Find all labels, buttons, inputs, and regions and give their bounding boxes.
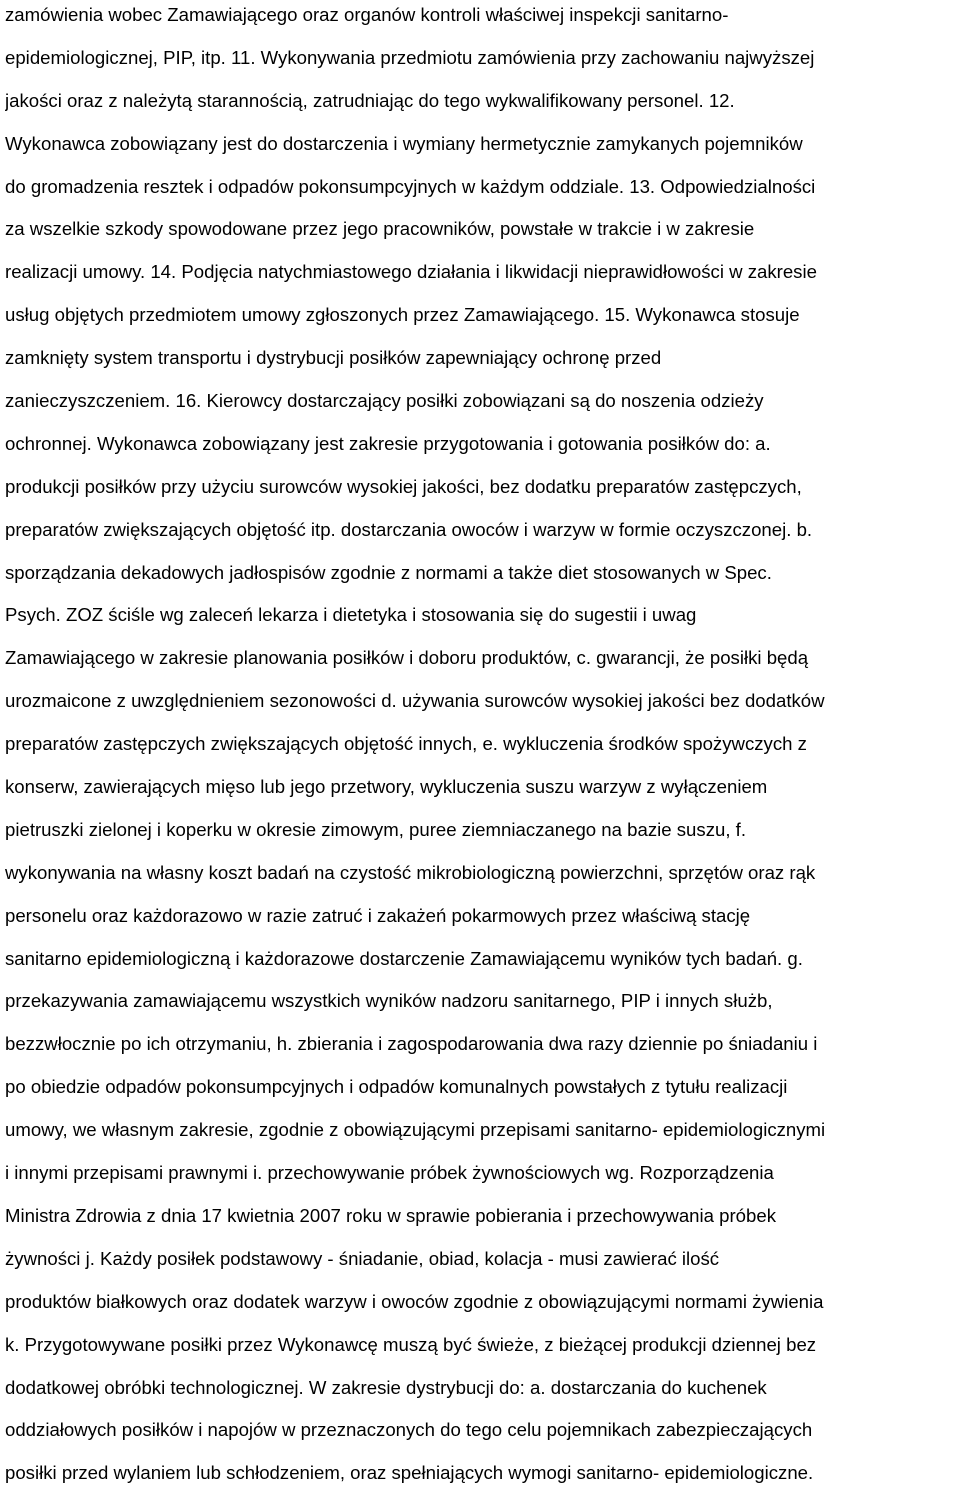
text-line: ochronnej. Wykonawca zobowiązany jest zakresie przygotowania i gotowania posiłków do: a. [5, 432, 771, 454]
text-line: realizacji umowy. 14. Podjęcia natychmiastowego działania i likwidacji nieprawidłowości w zakresie [5, 261, 817, 283]
text-line: Wykonawca zobowiązany jest do dostarczenia i wymiany hermetycznie zamykanych pojemników [5, 132, 803, 154]
text-line: usług objętych przedmiotem umowy zgłoszonych przez Zamawiającego. 15. Wykonawca stosuje [5, 304, 800, 326]
text-line: po obiedzie odpadów pokonsumpcyjnych i odpadów komunalnych powstałych z tytułu realizacji [5, 1076, 788, 1098]
text-line: sporządzania dekadowych jadłospisów zgodnie z normami a także diet stosowanych w Spec. [5, 561, 772, 583]
text-line: żywności j. Każdy posiłek podstawowy - śniadanie, obiad, kolacja - musi zawierać ilość [5, 1247, 720, 1269]
text-line: wykonywania na własny koszt badań na czystość mikrobiologiczną powierzchni, sprzętów oraz rąk [5, 861, 816, 883]
text-line: dodatkowej obróbki technologicznej. W zakresie dystrybucji do: a. dostarczania do kuchenek [5, 1376, 767, 1398]
text-line: jakości oraz z należytą starannością, zatrudniając do tego wykwalifikowany personel. 12. [5, 89, 735, 111]
text-line: przekazywania zamawiającemu wszystkich wyników nadzoru sanitarnego, PIP i innych służb, [5, 990, 773, 1012]
text-line: epidemiologicznej, PIP, itp. 11. Wykonywania przedmiotu zamówienia przy zachowaniu najwyższej [5, 46, 815, 68]
text-line: produkcji posiłków przy użyciu surowców wysokiej jakości, bez dodatku preparatów zastępczych, [5, 475, 802, 497]
text-line: Zamawiającego w zakresie planowania posiłków i doboru produktów, c. gwarancji, że posiłki będą [5, 647, 809, 669]
text-line: sanitarno epidemiologiczną i każdorazowe dostarczenie Zamawiającemu wyników tych badań. g. [5, 947, 803, 969]
text-line: pietruszki zielonej i koperku w okresie zimowym, puree ziemniaczanego na bazie suszu, f. [5, 818, 746, 840]
text-line: oddziałowych posiłków i napojów w przeznaczonych do tego celu pojemnikach zabezpieczających [5, 1419, 813, 1441]
text-line: preparatów zwiększających objętość itp. dostarczania owoców i warzyw w formie oczyszczonej. b. [5, 518, 813, 540]
text-line: i innymi przepisami prawnymi i. przechowywanie próbek żywnościowych wg. Rozporządzenia [5, 1162, 774, 1184]
text-line: do gromadzenia resztek i odpadów pokonsumpcyjnych w każdym oddziale. 13. Odpowiedzialności [5, 175, 816, 197]
text-line: bezzwłocznie po ich otrzymaniu, h. zbierania i zagospodarowania dwa razy dziennie po śniadaniu i [5, 1033, 818, 1055]
text-line: zamknięty system transportu i dystrybucji posiłków zapewniający ochronę przed [5, 347, 662, 369]
text-line: zamówienia wobec Zamawiającego oraz organów kontroli właściwej inspekcji sanitarno- [5, 4, 729, 25]
text-line: posiłki przed wylaniem lub schłodzeniem, oraz spełniających wymogi sanitarno- epidemiologiczne. [5, 1462, 814, 1484]
text-line: konserw, zawierających mięso lub jego przetwory, wykluczenia suszu warzyw z wyłączeniem [5, 776, 768, 798]
text-line: zanieczyszczeniem. 16. Kierowcy dostarczający posiłki zobowiązani są do noszenia odzieży [5, 390, 764, 412]
text-line: za wszelkie szkody spowodowane przez jego pracowników, powstałe w trakcie i w zakresie [5, 218, 755, 240]
text-line: urozmaicone z uwzględnieniem sezonowości d. używania surowców wysokiej jakości bez dodatków [5, 690, 825, 712]
text-line: umowy, we własnym zakresie, zgodnie z obowiązującymi przepisami sanitarno- epidemiologicznymi [5, 1119, 826, 1141]
text-line: Psych. ZOZ ściśle wg zaleceń lekarza i dietetyka i stosowania się do sugestii i uwag [5, 604, 697, 626]
text-line: k. Przygotowywane posiłki przez Wykonawcę muszą być świeże, z bieżącej produkcji dziennej bez [5, 1333, 817, 1355]
text-line: produktów białkowych oraz dodatek warzyw i owoców zgodnie z obowiązującymi normami żywienia [5, 1290, 824, 1312]
text-line: personelu oraz każdorazowo w razie zatruć i zakażeń pokarmowych przez właściwą stację [5, 904, 751, 926]
text-line: preparatów zastępczych zwiększających objętość innych, e. wykluczenia środków spożywczych z [5, 733, 807, 755]
document-body [5, 3, 960, 1504]
text-line: Ministra Zdrowia z dnia 17 kwietnia 2007 roku w sprawie pobierania i przechowywania próbek [5, 1204, 776, 1226]
